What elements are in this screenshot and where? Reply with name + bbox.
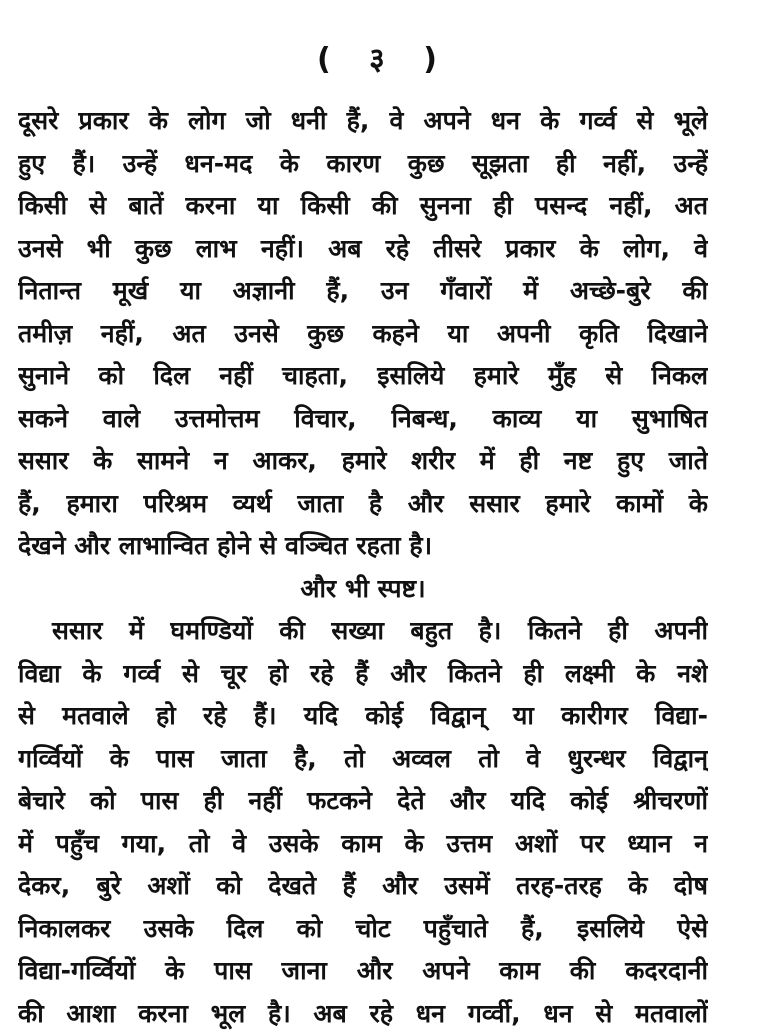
page-number: ( ३ )	[0, 38, 768, 82]
paragraph-2	[18, 610, 708, 1035]
text-line: निकालकर उसके दिल को चोट पहुँचाते हैं, इसलिये ऐसे	[18, 908, 708, 951]
text-line: हुए हैं। उन्हें धन-मद के कारण कुछ सूझता ही नहीं, उन्हें	[18, 143, 708, 186]
text-line: विद्या-गर्व्वियों के पास जाना और अपने काम की कदरदानी	[18, 950, 708, 993]
text-line: नितान्त मूर्ख या अज्ञानी हैं, उन गँवारों में अच्छे-बुरे की	[18, 270, 708, 313]
text-line: हैं, हमारा परिश्रम व्यर्थ जाता है और ससार हमारे कामों के	[18, 483, 708, 526]
text-line: देकर, बुरे अशों को देखते हैं और उसमें तरह-तरह के दोष	[18, 865, 708, 908]
text-line: किसी से बातें करना या किसी की सुनना ही पसन्द नहीं, अत	[18, 185, 708, 228]
body-text	[18, 100, 708, 1035]
text-line: में पहुँच गया, तो वे उसके काम के उत्तम अशों पर ध्यान न	[18, 823, 708, 866]
text-line: विद्या के गर्व्व से चूर हो रहे हैं और कितने ही लक्ष्मी के नशे	[18, 653, 708, 696]
text-line: दूसरे प्रकार के लोग जो धनी हैं, वे अपने धन के गर्व्व से भूले	[18, 100, 708, 143]
text-line: से मतवाले हो रहे हैं। यदि कोई विद्वान् या कारीगर विद्या-	[18, 695, 708, 738]
text-line: की आशा करना भूल है। अब रहे धन गर्व्वी, धन से मतवालों	[18, 993, 708, 1035]
text-line: सुनाने को दिल नहीं चाहता, इसलिये हमारे मुँह से निकल	[18, 355, 708, 398]
text-line: ससार के सामने न आकर, हमारे शरीर में ही नष्ट हुए जाते	[18, 440, 708, 483]
text-line: तमीज़ नहीं, अत उनसे कुछ कहने या अपनी कृति दिखाने	[18, 313, 708, 356]
text-line: सकने वाले उत्तमोत्तम विचार, निबन्ध, काव्य या सुभाषित	[18, 398, 708, 441]
text-line: बेचारे को पास ही नहीं फटकने देते और यदि कोई श्रीचरणों	[18, 780, 708, 823]
section-heading: और भी स्पष्ट।	[18, 568, 708, 611]
paragraph-1	[18, 100, 708, 568]
text-line: गर्व्वियों के पास जाता है, तो अव्वल तो वे धुरन्धर विद्वान्	[18, 738, 708, 781]
text-line: ससार में घमण्डियों की सख्या बहुत है। कितने ही अपनी	[18, 610, 708, 653]
text-line: उनसे भी कुछ लाभ नहीं। अब रहे तीसरे प्रकार के लोग, वे	[18, 228, 708, 271]
text-line: देखने और लाभान्वित होने से वञ्चित रहता है।	[18, 525, 708, 568]
